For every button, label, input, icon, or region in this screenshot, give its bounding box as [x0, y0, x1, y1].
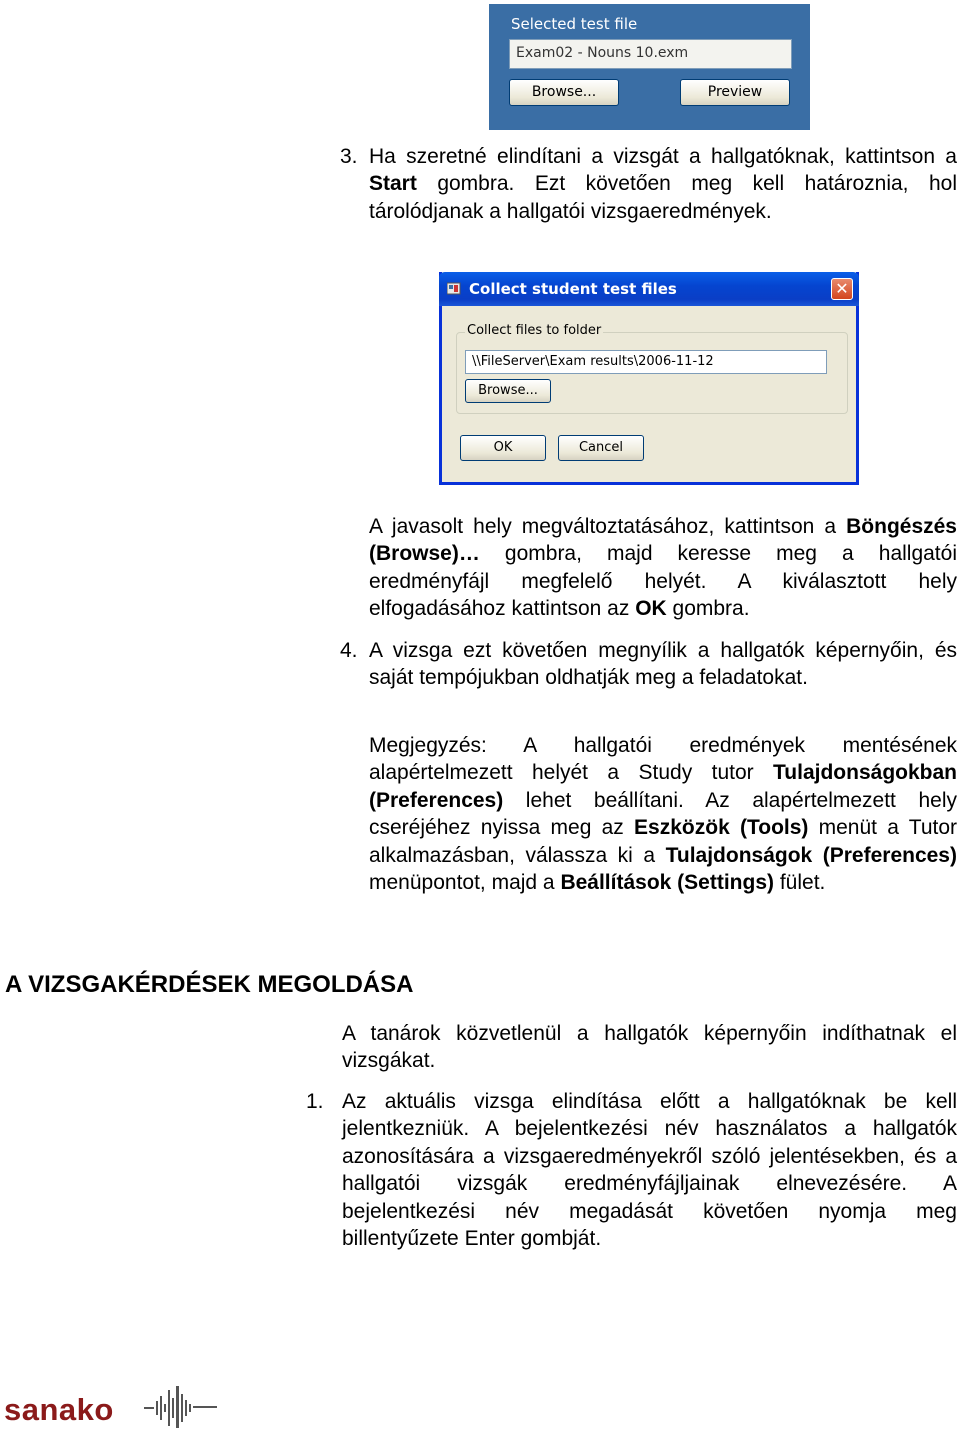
- dialog-title-bar[interactable]: [439, 272, 859, 306]
- group-label: Collect files to folder: [467, 323, 602, 338]
- folder-path-input[interactable]: \\FileServer\Exam results\2006-11-12: [465, 350, 827, 374]
- soundwave-icon: [144, 1386, 217, 1428]
- step-1-text: Az aktuális vizsga elindítása előtt a hallgatóknak be kell jelentkezniük. A bejelentkezési név használatos a hallgatók azonosítására a vizsgaeredményekről szóló jelentésekben, és a hallgatói vizsgák eredményfájljainak elnevezésére. A bejelentkezési név megadását követően nyomja meg billentyűzete Enter gombját.: [342, 1090, 957, 1251]
- sanako-logo: [4, 1384, 219, 1430]
- intro-paragraph: A tanárok közvetlenül a hallgatók képernyőin indíthatnak el vizsgákat.: [342, 1022, 957, 1073]
- logo-text: sanako: [4, 1392, 114, 1427]
- preview-button[interactable]: Preview: [680, 79, 790, 106]
- selected-test-file-label: Selected test file: [511, 15, 638, 33]
- step-4-number: 4.: [340, 639, 358, 662]
- step-3-number: 3.: [340, 145, 358, 168]
- folder-groupbox: [456, 323, 848, 414]
- step-4-text: A vizsga ezt követően megnyílik a hallgatók képernyőin, és saját tempójukban oldhatják meg a feladatokat.: [369, 639, 957, 690]
- logo-graphic: [4, 1384, 219, 1430]
- collect-files-dialog: [439, 272, 859, 485]
- close-icon[interactable]: ✕: [831, 278, 853, 300]
- selected-test-file-panel: [489, 4, 810, 130]
- app-icon: [447, 282, 461, 296]
- note-paragraph: Megjegyzés: A hallgatói eredmények mentésének alapértelmezett helyét a Study tutor Tulajdonságokban (Preferences) lehet beállítani. Az alapértelmezett hely cseréjéhez nyissa meg az Eszközök (Tools) menüt a Tutor alkalmazásban, válassza ki a Tulajdonságok (Preferences) menüpontot, majd a Beállítások (Settings) fület.: [369, 734, 957, 895]
- step-1-number: 1.: [306, 1090, 324, 1113]
- folder-browse-button[interactable]: Browse...: [465, 379, 551, 403]
- browse-instruction-paragraph: A javasolt hely megváltoztatásához, kattintson a Böngészés (Browse)… gombra, majd keresse meg a hallgatói eredményfájl megfelelő helyét. A kiválasztott hely elfogadásához kattintson az OK gombra.: [369, 515, 957, 621]
- cancel-button[interactable]: Cancel: [558, 435, 644, 461]
- step-3-text: Ha szeretné elindítani a vizsgát a hallgatóknak, kattintson a Start gombra. Ezt követően meg kell határoznia, hol tárolódjanak a hallgatói vizsgaeredmények.: [369, 145, 957, 223]
- section-heading: A VIZSGAKÉRDÉSEK MEGOLDÁSA: [5, 971, 414, 998]
- ok-button[interactable]: OK: [460, 435, 546, 461]
- test-file-field[interactable]: Exam02 - Nouns 10.exm: [509, 39, 792, 69]
- dialog-title: Collect student test files: [469, 280, 677, 298]
- browse-button[interactable]: Browse...: [509, 79, 619, 106]
